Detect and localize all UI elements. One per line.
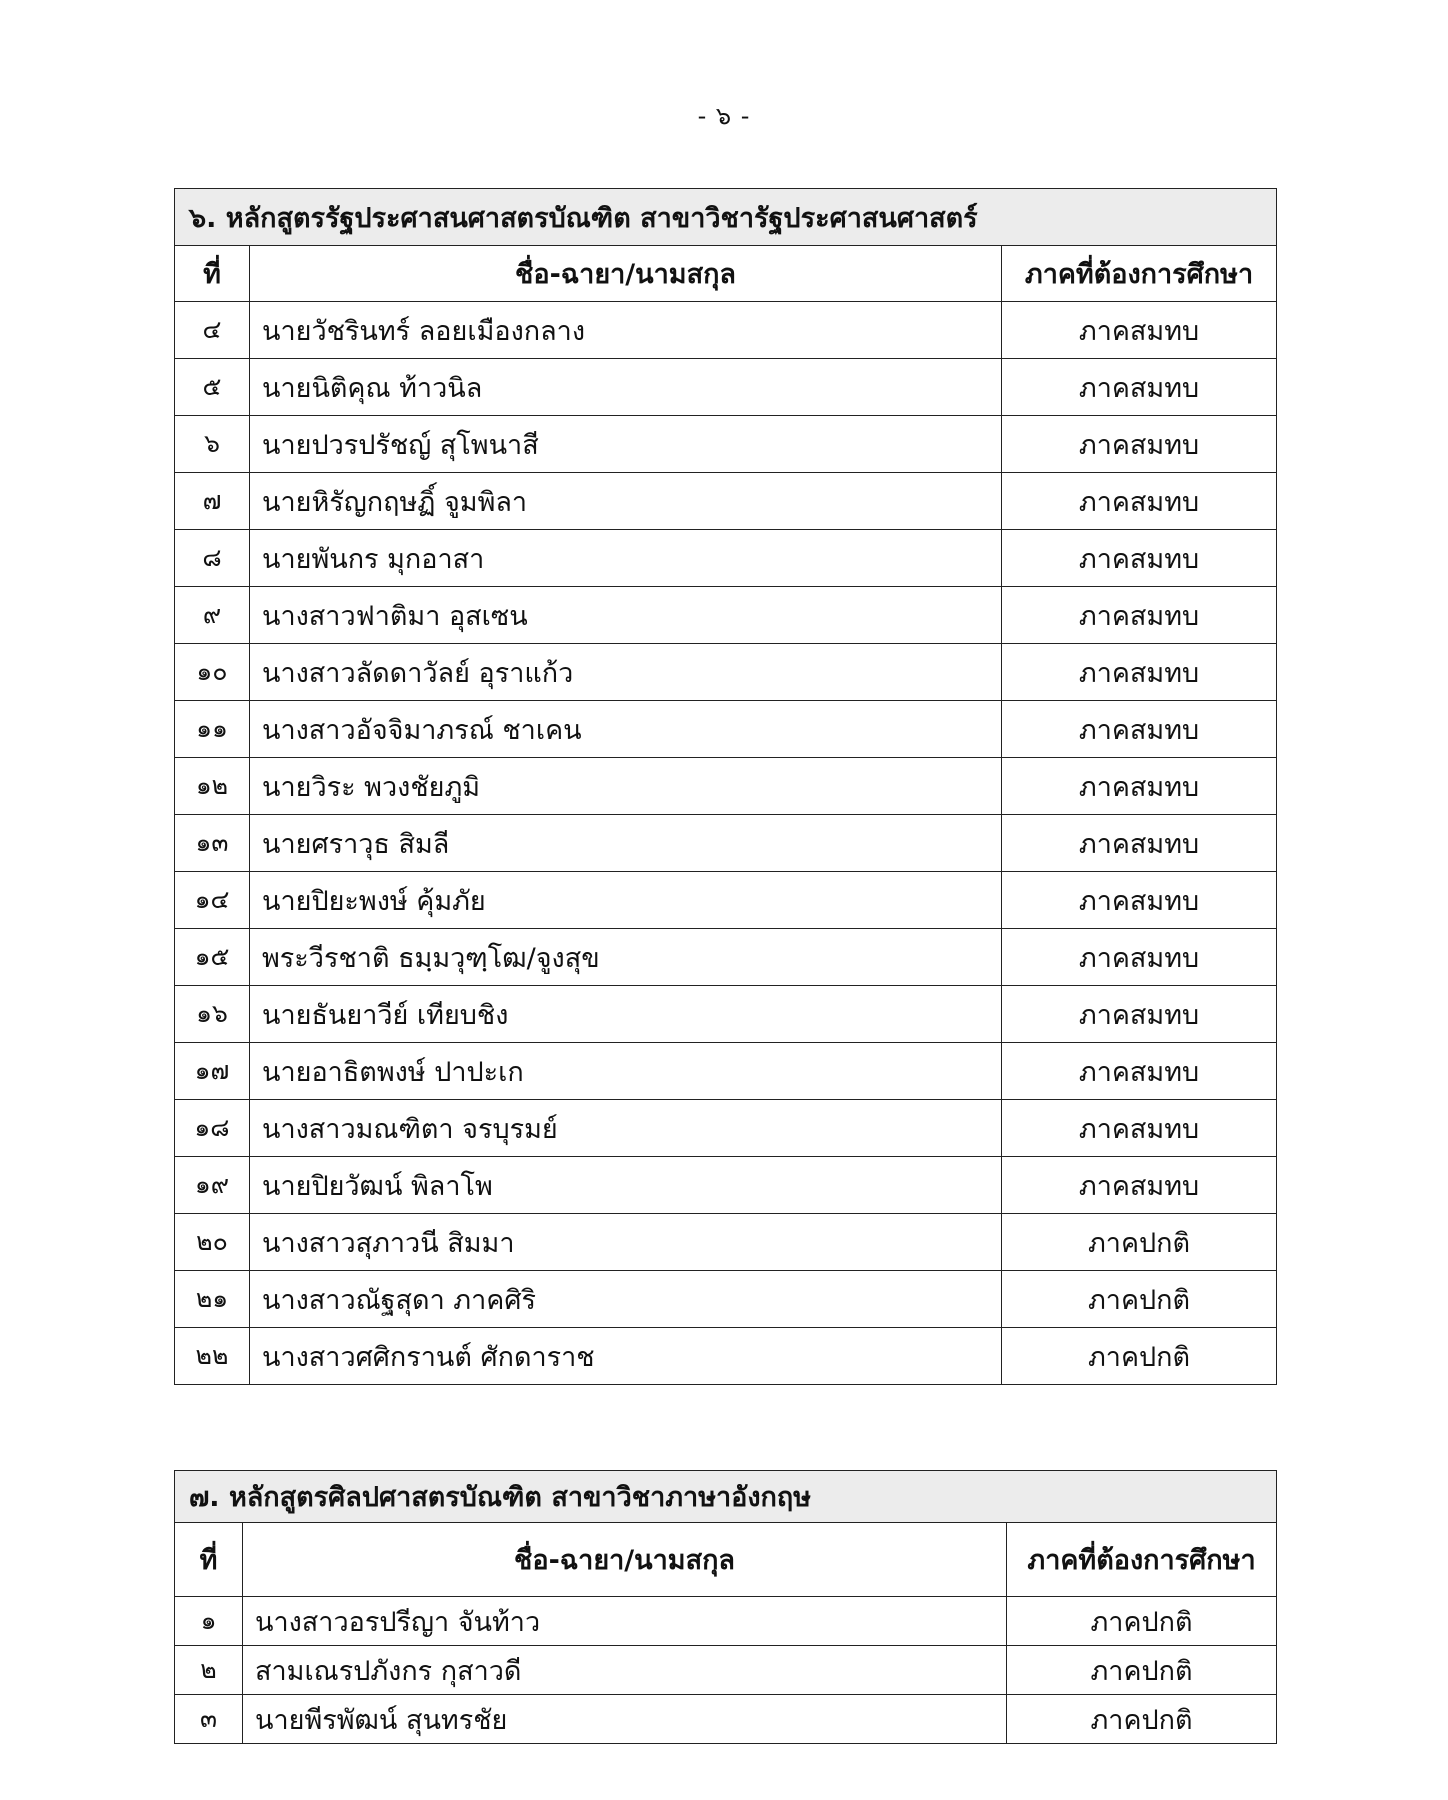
- table-header-row: [175, 246, 1277, 302]
- table-row: [175, 758, 1277, 815]
- row-term: ภาคสมทบ: [1002, 1100, 1277, 1157]
- row-number: ๙: [175, 587, 250, 644]
- row-number: ๑๒: [175, 758, 250, 815]
- row-term: ภาคปกติ: [1007, 1597, 1277, 1646]
- row-term: ภาคสมทบ: [1002, 473, 1277, 530]
- row-number: ๑๙: [175, 1157, 250, 1214]
- table-row: [175, 929, 1277, 986]
- table-row: [175, 416, 1277, 473]
- row-number: ๗: [175, 473, 250, 530]
- course-table-7: [174, 1470, 1277, 1744]
- row-number: ๑๕: [175, 929, 250, 986]
- row-name: นางสาวลัดดาวัลย์ อุราแก้ว: [250, 644, 1002, 701]
- row-term: ภาคปกติ: [1002, 1328, 1277, 1385]
- row-term: ภาคสมทบ: [1002, 929, 1277, 986]
- table-row: [175, 1597, 1277, 1646]
- page-number: - ๖ -: [697, 102, 751, 130]
- table-row: [175, 473, 1277, 530]
- row-name: นายปิยวัฒน์ พิลาโพ: [250, 1157, 1002, 1214]
- table-row: [175, 1646, 1277, 1695]
- row-number: ๘: [175, 530, 250, 587]
- row-number: ๑๔: [175, 872, 250, 929]
- table-row: [175, 1271, 1277, 1328]
- header-term: ภาคที่ต้องการศึกษา: [1007, 1523, 1277, 1597]
- row-term: ภาคสมทบ: [1002, 872, 1277, 929]
- header-name: ชื่อ-ฉายา/นามสกุล: [243, 1523, 1007, 1597]
- row-name: นายธันยาวีย์ เทียบชิง: [250, 986, 1002, 1043]
- table-row: [175, 302, 1277, 359]
- table-title: ๗. หลักสูตรศิลปศาสตรบัณฑิต สาขาวิชาภาษาอังกฤษ: [175, 1471, 1277, 1523]
- row-number: ๒: [175, 1646, 243, 1695]
- row-name: พระวีรชาติ ธมฺมวุฑฺโฒ/จูงสุข: [250, 929, 1002, 986]
- table-row: [175, 1695, 1277, 1744]
- row-term: ภาคสมทบ: [1002, 644, 1277, 701]
- row-number: ๑๐: [175, 644, 250, 701]
- table-row: [175, 1043, 1277, 1100]
- course-table-6: [174, 188, 1277, 1385]
- row-name: นางสาวณัฐสุดา ภาคศิริ: [250, 1271, 1002, 1328]
- row-name: นางสาวศศิกรานต์ ศักดาราช: [250, 1328, 1002, 1385]
- row-term: ภาคสมทบ: [1002, 815, 1277, 872]
- header-term: ภาคที่ต้องการศึกษา: [1002, 246, 1277, 302]
- table-row: [175, 701, 1277, 758]
- row-name: นายปิยะพงษ์ คุ้มภัย: [250, 872, 1002, 929]
- header-name: ชื่อ-ฉายา/นามสกุล: [250, 246, 1002, 302]
- row-term: ภาคสมทบ: [1002, 701, 1277, 758]
- row-number: ๔: [175, 302, 250, 359]
- row-term: ภาคปกติ: [1002, 1214, 1277, 1271]
- table-row: [175, 1157, 1277, 1214]
- table-row: [175, 1328, 1277, 1385]
- row-term: ภาคสมทบ: [1002, 302, 1277, 359]
- table-body: [175, 189, 1277, 1385]
- row-number: ๖: [175, 416, 250, 473]
- row-name: นายศราวุธ สิมลี: [250, 815, 1002, 872]
- row-term: ภาคสมทบ: [1002, 758, 1277, 815]
- table-row: [175, 1214, 1277, 1271]
- row-number: ๓: [175, 1695, 243, 1744]
- row-term: ภาคสมทบ: [1002, 1157, 1277, 1214]
- row-term: ภาคสมทบ: [1002, 986, 1277, 1043]
- row-term: ภาคสมทบ: [1002, 416, 1277, 473]
- row-name: นายหิรัญกฤษฏิ์ จูมพิลา: [250, 473, 1002, 530]
- row-number: ๑: [175, 1597, 243, 1646]
- row-name: นางสาวอรปรีญา จันท้าว: [243, 1597, 1007, 1646]
- row-term: ภาคสมทบ: [1002, 359, 1277, 416]
- row-number: ๑๓: [175, 815, 250, 872]
- row-name: นางสาวอัจจิมาภรณ์ ชาเคน: [250, 701, 1002, 758]
- row-number: ๕: [175, 359, 250, 416]
- row-number: ๒๑: [175, 1271, 250, 1328]
- row-name: สามเณรปภังกร กุสาวดี: [243, 1646, 1007, 1695]
- row-number: ๒๒: [175, 1328, 250, 1385]
- table-title-row: [175, 1471, 1277, 1523]
- row-term: ภาคสมทบ: [1002, 1043, 1277, 1100]
- row-name: นายปวรปรัชญ์ สุโพนาสี: [250, 416, 1002, 473]
- table-row: [175, 587, 1277, 644]
- table-header-row: [175, 1523, 1277, 1597]
- row-name: นายพีรพัฒน์ สุนทรชัย: [243, 1695, 1007, 1744]
- table-title: ๖. หลักสูตรรัฐประศาสนศาสตรบัณฑิต สาขาวิชารัฐประศาสนศาสตร์: [175, 189, 1277, 246]
- table-row: [175, 986, 1277, 1043]
- header-no: ที่: [175, 1523, 243, 1597]
- row-name: นางสาวฟาติมา อุสเซน: [250, 587, 1002, 644]
- table-row: [175, 644, 1277, 701]
- row-number: ๑๑: [175, 701, 250, 758]
- row-term: ภาคสมทบ: [1002, 530, 1277, 587]
- table-body: [175, 1471, 1277, 1744]
- table-row: [175, 359, 1277, 416]
- row-name: นายอาธิตพงษ์ ปาปะเก: [250, 1043, 1002, 1100]
- row-name: นายพันกร มุกอาสา: [250, 530, 1002, 587]
- row-term: ภาคปกติ: [1007, 1646, 1277, 1695]
- row-number: ๑๖: [175, 986, 250, 1043]
- row-number: ๑๘: [175, 1100, 250, 1157]
- row-name: นายนิติคุณ ท้าวนิล: [250, 359, 1002, 416]
- row-number: ๒๐: [175, 1214, 250, 1271]
- row-number: ๑๗: [175, 1043, 250, 1100]
- table-row: [175, 872, 1277, 929]
- table-row: [175, 815, 1277, 872]
- row-name: นายวัชรินทร์ ลอยเมืองกลาง: [250, 302, 1002, 359]
- row-name: นางสาวมณฑิตา จรบุรมย์: [250, 1100, 1002, 1157]
- table-row: [175, 1100, 1277, 1157]
- table-title-row: [175, 189, 1277, 246]
- row-term: ภาคปกติ: [1007, 1695, 1277, 1744]
- row-term: ภาคปกติ: [1002, 1271, 1277, 1328]
- row-name: นายวิระ พวงชัยภูมิ: [250, 758, 1002, 815]
- header-no: ที่: [175, 246, 250, 302]
- row-term: ภาคสมทบ: [1002, 587, 1277, 644]
- table-row: [175, 530, 1277, 587]
- row-name: นางสาวสุภาวนี สิมมา: [250, 1214, 1002, 1271]
